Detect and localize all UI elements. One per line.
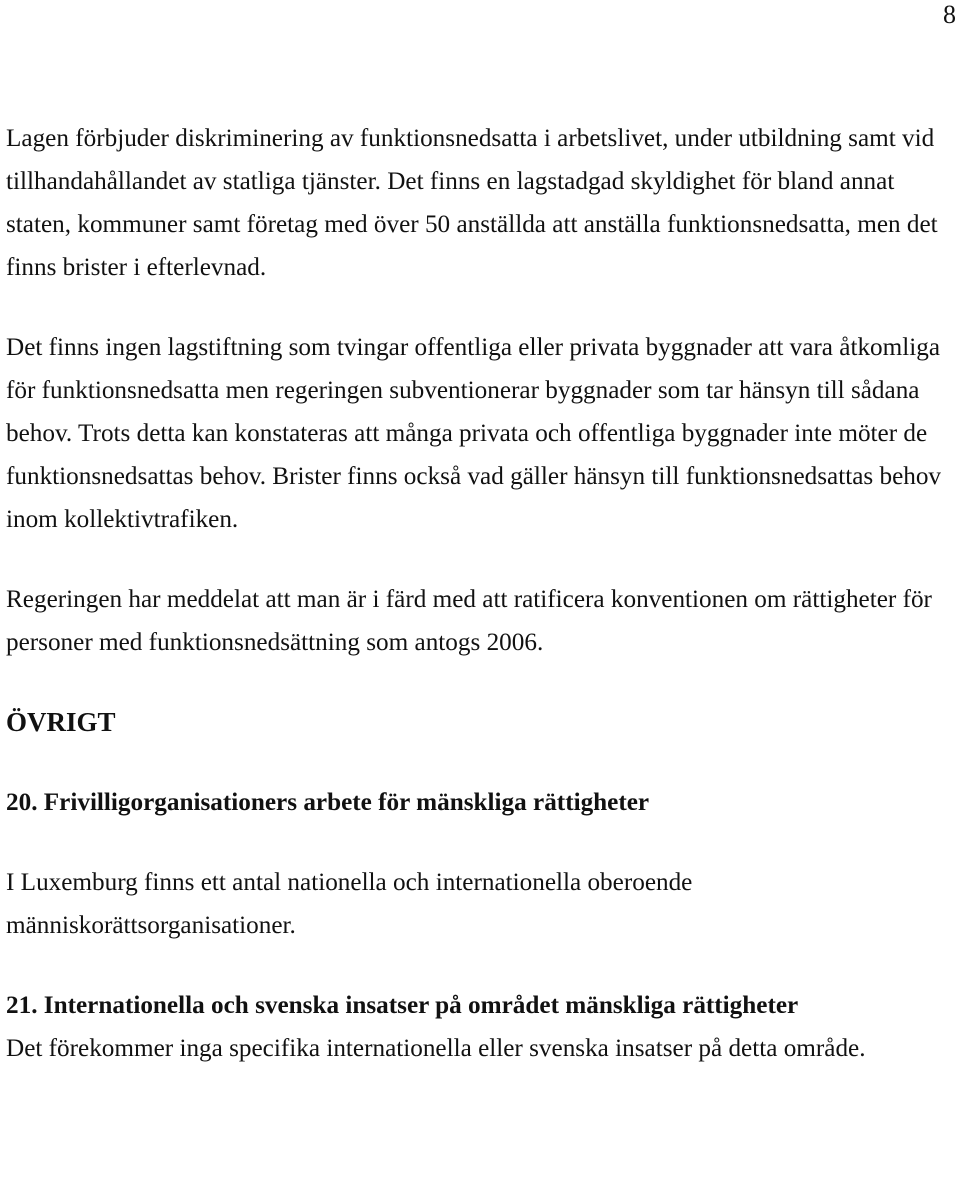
heading-21-international-efforts: 21. Internationella och svenska insatser på området mänskliga rättigheter [6, 992, 799, 1019]
document-page [6, 117, 951, 1070]
section-heading-ovrigt: ÖVRIGT [6, 707, 116, 737]
paragraph-human-rights-organisations: I Luxemburg finns ett antal nationella och internationella oberoende människorättsorganisationer. [6, 869, 693, 939]
paragraph-building-accessibility: Det finns ingen lagstiftning som tvingar offentliga eller privata byggnader att vara åtkomliga för funktionsnedsatta men regeringen subventionerar byggnader som tar hänsyn till sådana behov. Trots detta kan konstateras att många privata och offentliga byggnader inte möter de funktionsnedsattas behov. Brister finns också vad gäller hänsyn till funktionsnedsattas behov inom kollektivtrafiken. [6, 334, 942, 533]
page-number: 8 [943, 0, 956, 29]
paragraph-no-specific-efforts: Det förekommer inga specifika internationella eller svenska insatser på detta område. [6, 1035, 866, 1062]
paragraph-convention-ratification: Regeringen har meddelat att man är i färd med att ratificera konventionen om rättigheter för personer med funktionsnedsättning som antogs 2006. [6, 586, 932, 656]
heading-20-ngo-work: 20. Frivilligorganisationers arbete för mänskliga rättigheter [6, 789, 650, 816]
paragraph-anti-discrimination-law: Lagen förbjuder diskriminering av funktionsnedsatta i arbetslivet, under utbildning samt vid tillhandahållandet av statliga tjänster. Det finns en lagstadgad skyldighet för bland annat staten, kommuner samt företag med över 50 anställda att anställa funktionsnedsatta, men det finns brister i efterlevnad. [6, 125, 938, 281]
